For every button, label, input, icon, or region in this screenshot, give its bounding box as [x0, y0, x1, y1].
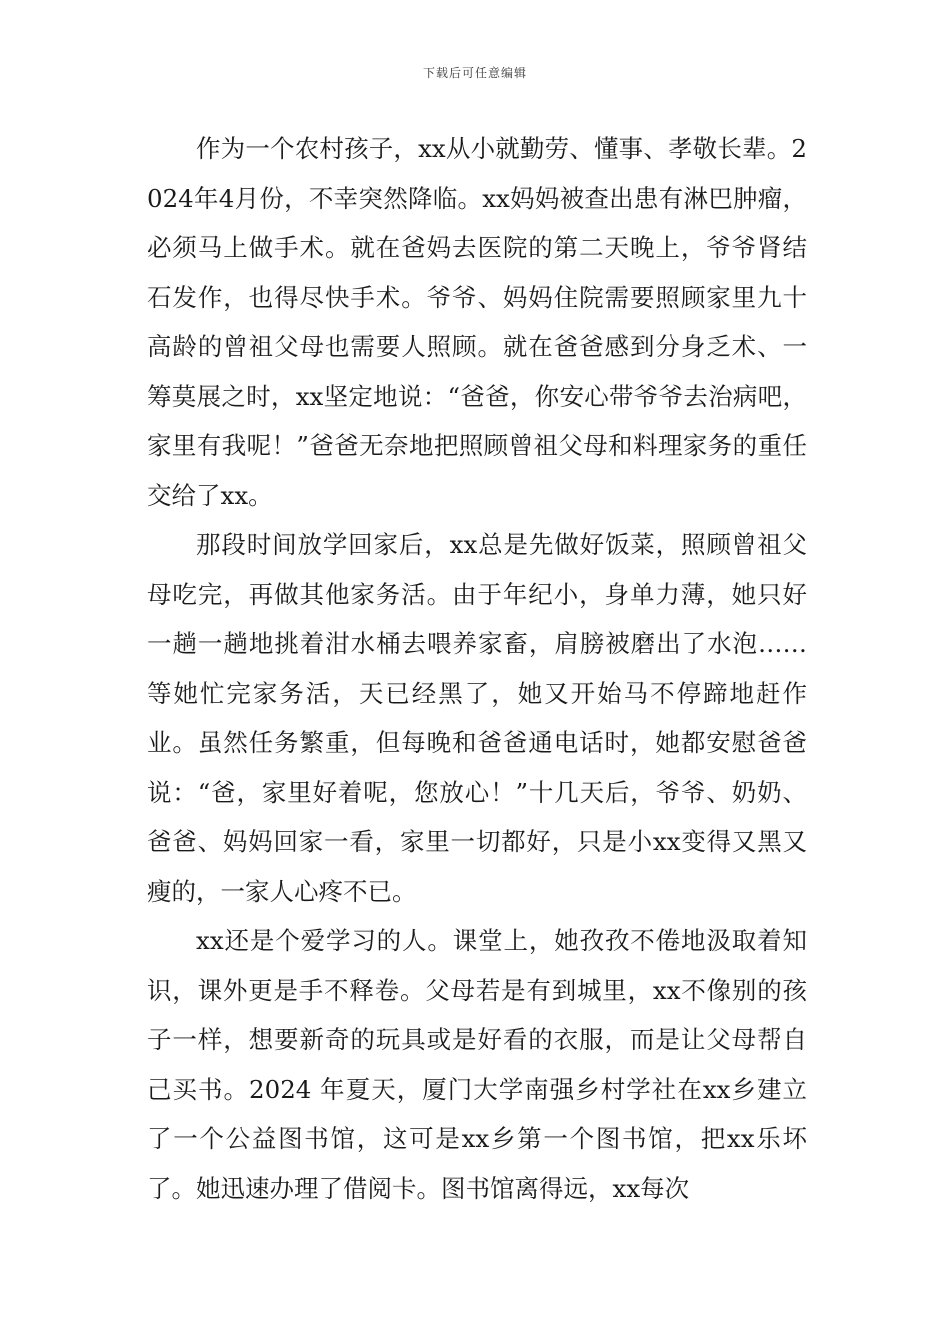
- document-body: [147, 124, 807, 1213]
- paragraph-3: xx还是个爱学习的人。课堂上，她孜孜不倦地汲取着知识，课外更是手不释卷。父母若是有到城里，xx不像别的孩子一样，想要新奇的玩具或是好看的衣服，而是让父母帮自己买书。2024 年夏天，厦门大学南强乡村学社在xx乡建立了一个公益图书馆，这可是xx乡第一个图书馆，把xx乐坏了。她迅速办理了借阅卡。图书馆离得远，xx每次: [147, 926, 807, 1203]
- paragraph-2: 那段时间放学回家后，xx总是先做好饭菜，照顾曾祖父母吃完，再做其他家务活。由于年纪小，身单力薄，她只好一趟一趟地挑着泔水桶去喂养家畜，肩膀被磨出了水泡……等她忙完家务活，天已经黑了，她又开始马不停蹄地赶作业。虽然任务繁重，但每晚和爸爸通电话时，她都安慰爸爸说：“爸，家里好着呢，您放心！”十几天后，爷爷、奶奶、爸爸、妈妈回家一看，家里一切都好，只是小xx变得又黑又瘦的，一家人心疼不已。: [147, 530, 807, 906]
- header-note: 下载后可任意编辑: [422, 66, 527, 80]
- paragraph-1: 作为一个农村孩子，xx从小就勤劳、懂事、孝敬长辈。2024年4月份，不幸突然降临。xx妈妈被查出患有淋巴肿瘤，必须马上做手术。就在爸妈去医院的第二天晚上，爷爷肾结石发作，也得尽快手术。爷爷、妈妈住院需要照顾家里九十高龄的曾祖父母也需要人照顾。就在爸爸感到分身乏术、一筹莫展之时，xx坚定地说：“爸爸，你安心带爷爷去治病吧，家里有我呢！”爸爸无奈地把照顾曾祖父母和料理家务的重任交给了xx。: [147, 134, 807, 510]
